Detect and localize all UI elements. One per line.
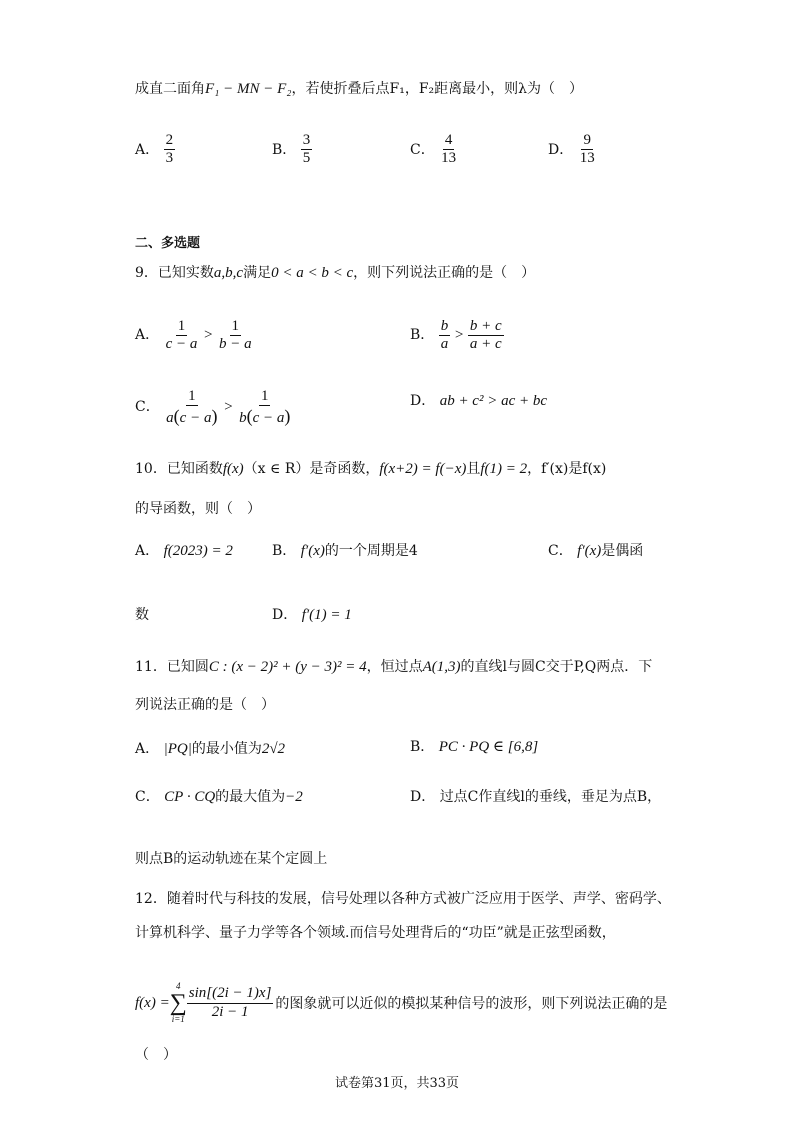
- q10-stem: 10．已知函数f(x)（x ∈ R）是奇函数，f(x+2) = f(−x)且f(1) = 2，f′(x)是f(x): [135, 461, 607, 477]
- formula-lhs: f(x) =: [135, 994, 170, 1011]
- formula-fraction: $\frac{\sin[(2i - 1)x]}{2i - 1}$: [188, 985, 272, 1020]
- option-label: C．: [548, 543, 573, 559]
- q8-stem-tail: [135, 78, 583, 98]
- q11-option-b[interactable]: [410, 736, 538, 756]
- q11-stem: 11．已知圆C : (x − 2)² + (y − 3)² = 4，恒过点A(1,3)的直线l与圆C交于P,Q两点．下: [135, 659, 653, 675]
- inequality: ab + c² > ac + bc: [439, 393, 548, 409]
- q9-option-b[interactable]: [410, 318, 504, 354]
- inequality: $\frac{b}{a}$ > $\frac{b + c}{a + c}$: [440, 318, 502, 353]
- q10-option-c-continued: 数: [135, 607, 149, 623]
- section-title: 二、多选题: [135, 236, 201, 251]
- vector-expression: PC · PQ ∈ [6,8]: [438, 739, 539, 755]
- q9-stem: 9．已知实数a,b,c满足0 < a < b < c，则下列说法正确的是（ ）: [135, 265, 536, 281]
- q10-option-a[interactable]: A． f(2023) = 2: [135, 543, 233, 559]
- q9-option-a[interactable]: [135, 318, 254, 354]
- option-label: D．: [272, 607, 298, 623]
- question-number: 10．: [135, 461, 167, 477]
- question-number: 9．: [135, 265, 158, 281]
- q12-stem-line4: （ ）: [135, 1047, 177, 1063]
- q8-option-d[interactable]: [548, 132, 597, 168]
- option-label: A．: [135, 741, 160, 757]
- option-label: A．: [135, 543, 160, 559]
- q10-stem-line2: 的导函数，则（ ）: [135, 501, 261, 517]
- fraction: $\frac{3}{5}$: [302, 132, 311, 167]
- q10-option-d[interactable]: D． f′(1) = 1: [272, 607, 352, 623]
- option-label: B．: [410, 327, 435, 344]
- q9-option-c[interactable]: [135, 388, 292, 428]
- page-footer: 试卷第31页，共33页: [334, 1076, 460, 1091]
- q11-stem-line2: 列说法正确的是（ ）: [135, 697, 275, 713]
- q8-stem-suffix: ，若使折叠后点F₁，F₂距离最小，则λ为（ ）: [291, 81, 584, 97]
- q12-stem-line2: 计算机科学、量子力学等各个领域.而信号处理背后的“功臣”就是正弦型函数，: [135, 925, 616, 941]
- inequality: $\frac{1}{c - a}$ > $\frac{1}{b - a}$: [165, 318, 252, 353]
- fraction: $\frac{4}{13}$: [441, 132, 457, 167]
- q8-option-a[interactable]: [135, 132, 175, 168]
- q8-option-c[interactable]: [410, 132, 458, 168]
- q12-formula-line: [135, 982, 667, 1024]
- question-number: 12．: [135, 891, 167, 907]
- q9-option-d[interactable]: [410, 390, 547, 410]
- q8-dihedral-angle: F₁ − MN − F₂: [205, 81, 292, 97]
- q11-option-c[interactable]: C． CP · CQ的最大值为−2: [135, 789, 303, 805]
- option-label: A．: [135, 327, 160, 344]
- q11-option-d[interactable]: D． 过点C作直线l的垂线，垂足为点B，: [410, 789, 662, 805]
- option-label: D．: [410, 789, 436, 805]
- q10-option-c[interactable]: C． f′(x)是偶函: [548, 543, 644, 559]
- q11-option-a[interactable]: A． |PQ|的最小值为2√2: [135, 741, 286, 757]
- vector-expression: CP · CQ: [164, 789, 216, 805]
- option-label: B．: [272, 141, 297, 158]
- summation: 4 ∑ i=1: [169, 981, 187, 1024]
- option-label: C．: [135, 789, 160, 805]
- fraction: $\frac{9}{13}$: [579, 132, 595, 167]
- q10-option-b[interactable]: B． f′(x)的一个周期是4: [272, 543, 418, 559]
- option-label: C．: [410, 141, 435, 158]
- q11-option-d-continued: 则点B的运动轨迹在某个定圆上: [135, 851, 328, 867]
- inequality: $\frac{1}{a(c - a)}$ > $\frac{1}{b(c - a)}$: [166, 388, 291, 427]
- q12-stem-line3: 的图象就可以近似的模拟某种信号的波形，则下列说法正确的是: [275, 996, 668, 1012]
- option-label: B．: [272, 543, 297, 559]
- option-label: A．: [135, 141, 160, 158]
- q8-stem-prefix: 成直二面角: [135, 81, 205, 97]
- question-number: 11．: [135, 659, 167, 675]
- option-label: B．: [410, 739, 435, 755]
- option-label: D．: [410, 393, 436, 409]
- fraction: $\frac{2}{3}$: [165, 132, 174, 167]
- option-label: C．: [135, 399, 160, 416]
- q12-stem-line1: 12．随着时代与科技的发展，信号处理以各种方式被广泛应用于医学、声学、密码学、: [135, 891, 671, 907]
- q8-option-b[interactable]: [272, 132, 312, 168]
- option-label: D．: [548, 141, 574, 158]
